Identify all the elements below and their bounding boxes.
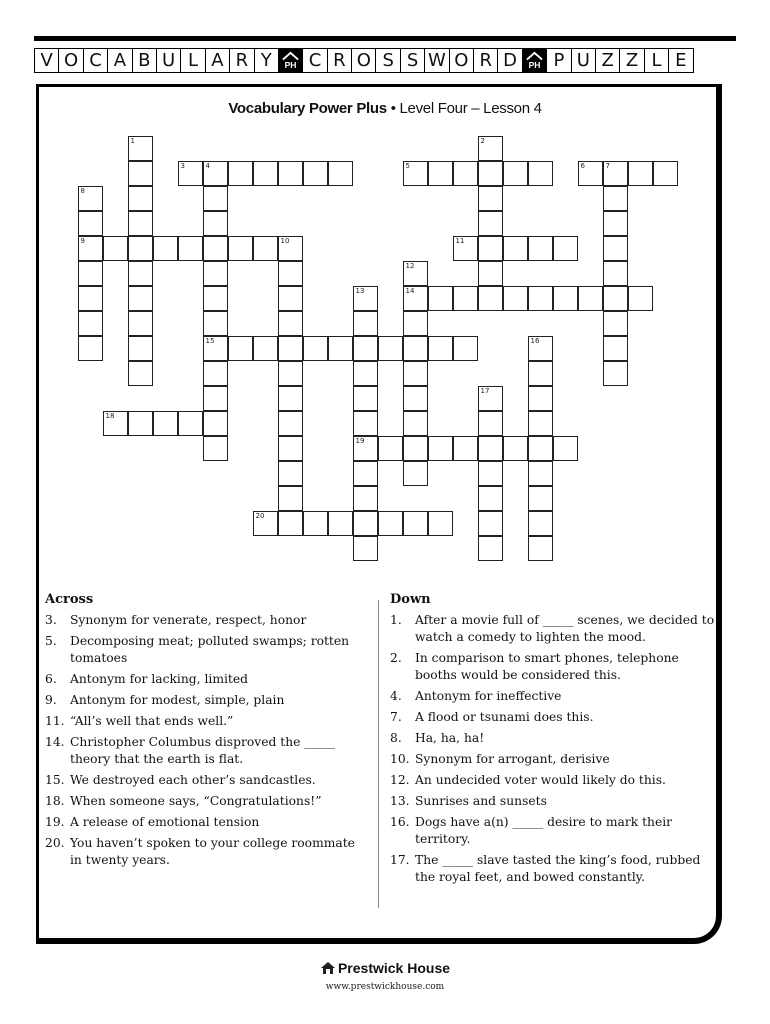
clue-text: Christopher Columbus disproved the _____ theory that the earth is flat. bbox=[70, 735, 336, 766]
grid-cell[interactable] bbox=[603, 211, 628, 236]
banner-letter: L bbox=[180, 48, 205, 73]
banner-letter: L bbox=[644, 48, 669, 73]
across-heading: Across bbox=[45, 592, 94, 607]
down-clue bbox=[390, 612, 720, 646]
clue-text: Ha, ha, ha! bbox=[415, 731, 485, 745]
grid-cell[interactable] bbox=[478, 186, 503, 211]
grid-cell[interactable] bbox=[478, 536, 503, 561]
down-clue bbox=[390, 751, 720, 768]
down-clue bbox=[390, 772, 720, 789]
grid-cell[interactable] bbox=[453, 336, 478, 361]
grid-cell[interactable] bbox=[353, 361, 378, 386]
svg-text:PH: PH bbox=[284, 60, 297, 70]
grid-cell[interactable] bbox=[403, 386, 428, 411]
grid-cell[interactable] bbox=[128, 311, 153, 336]
grid-cell[interactable] bbox=[353, 511, 378, 536]
grid-cell[interactable] bbox=[78, 211, 103, 236]
grid-cell[interactable] bbox=[178, 411, 203, 436]
down-clue bbox=[390, 709, 720, 726]
title-series: Vocabulary Power Plus bbox=[228, 100, 387, 117]
clue-text: Synonym for arrogant, derisive bbox=[415, 752, 610, 766]
title-bullet: • bbox=[390, 100, 396, 117]
grid-cell[interactable] bbox=[603, 236, 628, 261]
grid-cell[interactable] bbox=[328, 161, 353, 186]
grid-cell[interactable] bbox=[603, 311, 628, 336]
clue-number: 18. bbox=[45, 794, 65, 808]
grid-cell[interactable] bbox=[403, 261, 428, 286]
clue-text: Antonym for modest, simple, plain bbox=[70, 693, 285, 707]
grid-cell[interactable] bbox=[303, 161, 328, 186]
house-icon bbox=[320, 961, 336, 975]
grid-cell[interactable] bbox=[403, 411, 428, 436]
grid-cell[interactable] bbox=[278, 461, 303, 486]
clue-text: A release of emotional tension bbox=[70, 815, 260, 829]
grid-cell[interactable] bbox=[278, 261, 303, 286]
grid-cell[interactable] bbox=[478, 286, 503, 311]
clue-number: 2. bbox=[390, 651, 402, 665]
grid-cell[interactable] bbox=[278, 286, 303, 311]
clue-number: 20 bbox=[255, 511, 265, 520]
grid-cell[interactable] bbox=[353, 411, 378, 436]
clue-number: 18 bbox=[105, 411, 115, 420]
grid-cell[interactable] bbox=[578, 161, 603, 186]
clue-number: 13. bbox=[390, 794, 410, 808]
grid-cell[interactable] bbox=[153, 411, 178, 436]
publisher-name: Prestwick House bbox=[337, 960, 451, 976]
clue-number: 16. bbox=[390, 815, 410, 829]
clue-text: The _____ slave tasted the king’s food, rubbed the royal feet, and bowed constantly. bbox=[415, 853, 701, 884]
clue-text: A flood or tsunami does this. bbox=[415, 710, 594, 724]
clue-number: 17 bbox=[480, 386, 490, 395]
banner-letter: C bbox=[83, 48, 108, 73]
clue-number: 9. bbox=[45, 693, 57, 707]
grid-cell[interactable] bbox=[403, 286, 428, 311]
grid-cell[interactable] bbox=[353, 461, 378, 486]
grid-cell[interactable] bbox=[353, 336, 378, 361]
grid-cell[interactable] bbox=[278, 486, 303, 511]
grid-cell[interactable] bbox=[203, 286, 228, 311]
clue-number: 16 bbox=[530, 336, 540, 345]
grid-cell[interactable] bbox=[428, 336, 453, 361]
across-clue bbox=[45, 793, 370, 810]
grid-cell[interactable] bbox=[578, 286, 603, 311]
clue-text: Decomposing meat; polluted swamps; rotten tomatoes bbox=[70, 634, 350, 665]
down-clue bbox=[390, 814, 720, 848]
clue-number: 15 bbox=[205, 336, 215, 345]
grid-cell[interactable] bbox=[303, 511, 328, 536]
banner-letter: A bbox=[205, 48, 230, 73]
grid-cell[interactable] bbox=[328, 336, 353, 361]
banner-letter: O bbox=[449, 48, 474, 73]
clue-number: 19. bbox=[45, 815, 65, 829]
grid-cell[interactable] bbox=[403, 461, 428, 486]
banner-letter: A bbox=[107, 48, 132, 73]
grid-cell[interactable] bbox=[528, 236, 553, 261]
grid-cell[interactable] bbox=[78, 261, 103, 286]
grid-cell[interactable] bbox=[603, 261, 628, 286]
grid-cell[interactable] bbox=[278, 511, 303, 536]
banner-letter: Z bbox=[619, 48, 644, 73]
grid-cell[interactable] bbox=[478, 411, 503, 436]
grid-cell[interactable] bbox=[403, 336, 428, 361]
grid-cell[interactable] bbox=[228, 161, 253, 186]
clue-text: Antonym for ineffective bbox=[415, 689, 562, 703]
grid-cell[interactable] bbox=[503, 161, 528, 186]
banner-letter: O bbox=[58, 48, 83, 73]
across-clue bbox=[45, 612, 370, 629]
grid-cell[interactable] bbox=[478, 461, 503, 486]
grid-cell[interactable] bbox=[278, 386, 303, 411]
clue-text: Antonym for lacking, limited bbox=[70, 672, 249, 686]
across-clue bbox=[45, 814, 370, 831]
grid-cell[interactable] bbox=[628, 286, 653, 311]
clue-text: “All’s well that ends well.” bbox=[70, 714, 234, 728]
grid-cell[interactable] bbox=[428, 436, 453, 461]
clue-number: 12. bbox=[390, 773, 410, 787]
grid-cell[interactable] bbox=[478, 136, 503, 161]
across-clue bbox=[45, 835, 370, 869]
clue-number: 6. bbox=[45, 672, 57, 686]
grid-cell[interactable] bbox=[78, 311, 103, 336]
publisher-url: www.prestwickhouse.com bbox=[325, 982, 445, 992]
publisher-logo bbox=[0, 960, 770, 976]
grid-cell[interactable] bbox=[278, 236, 303, 261]
clue-text: You haven’t spoken to your college roommate in twenty years. bbox=[70, 836, 355, 867]
grid-cell[interactable] bbox=[403, 161, 428, 186]
across-clue bbox=[45, 692, 370, 709]
clue-number: 10. bbox=[390, 752, 410, 766]
grid-cell[interactable] bbox=[553, 236, 578, 261]
grid-cell[interactable] bbox=[528, 536, 553, 561]
banner-letter: Z bbox=[595, 48, 620, 73]
title-lesson: Level Four – Lesson 4 bbox=[399, 100, 542, 117]
down-clue bbox=[390, 852, 720, 886]
grid-cell[interactable] bbox=[603, 361, 628, 386]
across-clue bbox=[45, 633, 370, 667]
grid-cell[interactable] bbox=[603, 161, 628, 186]
grid-cell[interactable] bbox=[228, 236, 253, 261]
banner-letter: R bbox=[473, 48, 498, 73]
clue-number: 15. bbox=[45, 773, 65, 787]
grid-cell[interactable] bbox=[528, 486, 553, 511]
grid-cell[interactable] bbox=[278, 336, 303, 361]
grid-cell[interactable] bbox=[528, 436, 553, 461]
grid-cell[interactable] bbox=[128, 361, 153, 386]
grid-cell[interactable] bbox=[203, 436, 228, 461]
down-clue bbox=[390, 688, 720, 705]
grid-cell[interactable] bbox=[528, 411, 553, 436]
grid-cell[interactable] bbox=[528, 161, 553, 186]
down-clue-list bbox=[390, 612, 720, 890]
clue-text: In comparison to smart phones, telephone booths would be considered this. bbox=[415, 651, 679, 682]
grid-cell[interactable] bbox=[178, 236, 203, 261]
grid-cell[interactable] bbox=[428, 511, 453, 536]
grid-cell[interactable] bbox=[153, 236, 178, 261]
clue-number: 11 bbox=[455, 236, 465, 245]
grid-cell[interactable] bbox=[378, 511, 403, 536]
clue-number: 20. bbox=[45, 836, 65, 850]
grid-cell[interactable] bbox=[103, 411, 128, 436]
grid-cell[interactable] bbox=[228, 336, 253, 361]
grid-cell[interactable] bbox=[253, 336, 278, 361]
grid-cell[interactable] bbox=[353, 286, 378, 311]
clue-number: 14. bbox=[45, 735, 65, 749]
across-clue bbox=[45, 713, 370, 730]
banner-letter: U bbox=[571, 48, 596, 73]
grid-cell[interactable] bbox=[278, 161, 303, 186]
clue-number: 7 bbox=[605, 161, 610, 170]
grid-cell[interactable] bbox=[353, 536, 378, 561]
clue-number: 5. bbox=[45, 634, 57, 648]
banner-letter: U bbox=[156, 48, 181, 73]
grid-cell[interactable] bbox=[128, 336, 153, 361]
clue-text: After a movie full of _____ scenes, we decided to watch a comedy to lighten the mood. bbox=[415, 613, 715, 644]
grid-cell[interactable] bbox=[603, 286, 628, 311]
grid-cell[interactable] bbox=[253, 236, 278, 261]
grid-cell[interactable] bbox=[453, 436, 478, 461]
clue-number: 7. bbox=[390, 710, 402, 724]
grid-cell[interactable] bbox=[203, 161, 228, 186]
banner-letter: P bbox=[546, 48, 571, 73]
across-clue bbox=[45, 734, 370, 768]
grid-cell[interactable] bbox=[653, 161, 678, 186]
grid-cell[interactable] bbox=[328, 511, 353, 536]
banner-letter: Y bbox=[254, 48, 279, 73]
clue-number: 11. bbox=[45, 714, 65, 728]
grid-cell[interactable] bbox=[503, 236, 528, 261]
banner-letter: S bbox=[375, 48, 400, 73]
clue-number: 6 bbox=[580, 161, 585, 170]
grid-cell[interactable] bbox=[128, 286, 153, 311]
grid-cell[interactable] bbox=[478, 386, 503, 411]
grid-cell[interactable] bbox=[278, 411, 303, 436]
grid-cell[interactable] bbox=[453, 286, 478, 311]
across-clue-list bbox=[45, 612, 370, 873]
clue-number: 4 bbox=[205, 161, 210, 170]
clue-number: 8 bbox=[80, 186, 85, 195]
banner-letter: R bbox=[327, 48, 352, 73]
banner-letter: S bbox=[400, 48, 425, 73]
clue-number: 9 bbox=[80, 236, 85, 245]
grid-cell[interactable] bbox=[528, 286, 553, 311]
grid-cell[interactable] bbox=[203, 236, 228, 261]
grid-cell[interactable] bbox=[353, 486, 378, 511]
grid-cell[interactable] bbox=[278, 436, 303, 461]
grid-cell[interactable] bbox=[553, 436, 578, 461]
clue-text: Dogs have a(n) _____ desire to mark their territory. bbox=[415, 815, 673, 846]
down-clue bbox=[390, 650, 720, 684]
clue-number: 1. bbox=[390, 613, 402, 627]
grid-cell[interactable] bbox=[403, 436, 428, 461]
clue-text: Synonym for venerate, respect, honor bbox=[70, 613, 307, 627]
grid-cell[interactable] bbox=[528, 386, 553, 411]
grid-cell[interactable] bbox=[128, 161, 153, 186]
grid-cell[interactable] bbox=[203, 336, 228, 361]
across-clue bbox=[45, 671, 370, 688]
grid-cell[interactable] bbox=[353, 386, 378, 411]
clue-text: An undecided voter would likely do this. bbox=[415, 773, 666, 787]
banner-letter: E bbox=[668, 48, 693, 73]
grid-cell[interactable] bbox=[378, 336, 403, 361]
grid-cell[interactable] bbox=[353, 311, 378, 336]
banner-letter: O bbox=[351, 48, 376, 73]
grid-cell[interactable] bbox=[603, 186, 628, 211]
grid-cell[interactable] bbox=[453, 161, 478, 186]
banner-letter: C bbox=[302, 48, 327, 73]
grid-cell[interactable] bbox=[478, 161, 503, 186]
grid-cell[interactable] bbox=[128, 236, 153, 261]
clue-number: 12 bbox=[405, 261, 415, 270]
grid-cell[interactable] bbox=[203, 186, 228, 211]
down-heading: Down bbox=[390, 592, 431, 607]
clue-number: 3. bbox=[45, 613, 57, 627]
grid-cell[interactable] bbox=[453, 236, 478, 261]
grid-cell[interactable] bbox=[478, 236, 503, 261]
grid-cell[interactable] bbox=[253, 161, 278, 186]
grid-cell[interactable] bbox=[78, 186, 103, 211]
clue-text: Sunrises and sunsets bbox=[415, 794, 547, 808]
clue-number: 13 bbox=[355, 286, 365, 295]
grid-cell[interactable] bbox=[528, 511, 553, 536]
banner-letter: W bbox=[424, 48, 449, 73]
grid-cell[interactable] bbox=[253, 511, 278, 536]
grid-cell[interactable] bbox=[528, 336, 553, 361]
grid-cell[interactable] bbox=[303, 336, 328, 361]
clue-divider bbox=[378, 600, 379, 908]
grid-cell[interactable] bbox=[403, 311, 428, 336]
down-clue bbox=[390, 730, 720, 747]
grid-cell[interactable] bbox=[403, 361, 428, 386]
clue-number: 4. bbox=[390, 689, 402, 703]
clue-number: 19 bbox=[355, 436, 365, 445]
grid-cell[interactable] bbox=[503, 286, 528, 311]
grid-cell[interactable] bbox=[378, 436, 403, 461]
grid-cell[interactable] bbox=[603, 336, 628, 361]
across-clue bbox=[45, 772, 370, 789]
grid-cell[interactable] bbox=[503, 436, 528, 461]
grid-cell[interactable] bbox=[128, 136, 153, 161]
banner-letter: B bbox=[132, 48, 157, 73]
banner-letter: D bbox=[497, 48, 522, 73]
clue-number: 8. bbox=[390, 731, 402, 745]
grid-cell[interactable] bbox=[478, 211, 503, 236]
grid-cell[interactable] bbox=[478, 436, 503, 461]
svg-text:PH: PH bbox=[528, 60, 541, 70]
grid-cell[interactable] bbox=[278, 311, 303, 336]
grid-cell[interactable] bbox=[403, 511, 428, 536]
grid-cell[interactable] bbox=[128, 411, 153, 436]
grid-cell[interactable] bbox=[278, 361, 303, 386]
grid-cell[interactable] bbox=[128, 186, 153, 211]
grid-cell[interactable] bbox=[203, 411, 228, 436]
grid-cell[interactable] bbox=[128, 211, 153, 236]
grid-cell[interactable] bbox=[353, 436, 378, 461]
clue-number: 2 bbox=[480, 136, 485, 145]
grid-cell[interactable] bbox=[203, 211, 228, 236]
banner-letter: V bbox=[34, 48, 59, 73]
grid-cell[interactable] bbox=[528, 461, 553, 486]
grid-cell[interactable] bbox=[478, 511, 503, 536]
clue-number: 3 bbox=[180, 161, 185, 170]
down-clue bbox=[390, 793, 720, 810]
clue-text: When someone says, “Congratulations!” bbox=[70, 794, 322, 808]
banner-letter: R bbox=[229, 48, 254, 73]
clue-number: 1 bbox=[130, 136, 135, 145]
grid-cell[interactable] bbox=[428, 161, 453, 186]
clue-number: 5 bbox=[405, 161, 410, 170]
grid-cell[interactable] bbox=[78, 236, 103, 261]
grid-cell[interactable] bbox=[478, 261, 503, 286]
grid-cell[interactable] bbox=[203, 311, 228, 336]
grid-cell[interactable] bbox=[478, 486, 503, 511]
grid-cell[interactable] bbox=[78, 336, 103, 361]
grid-cell[interactable] bbox=[178, 161, 203, 186]
grid-cell[interactable] bbox=[203, 386, 228, 411]
grid-cell[interactable] bbox=[628, 161, 653, 186]
grid-cell[interactable] bbox=[203, 261, 228, 286]
clue-text: We destroyed each other’s sandcastles. bbox=[70, 773, 316, 787]
grid-cell[interactable] bbox=[78, 286, 103, 311]
clue-number: 10 bbox=[280, 236, 290, 245]
grid-cell[interactable] bbox=[428, 286, 453, 311]
clue-number: 14 bbox=[405, 286, 415, 295]
grid-cell[interactable] bbox=[528, 361, 553, 386]
grid-cell[interactable] bbox=[128, 261, 153, 286]
grid-cell[interactable] bbox=[553, 286, 578, 311]
clue-number: 17. bbox=[390, 853, 410, 867]
grid-cell[interactable] bbox=[103, 236, 128, 261]
grid-cell[interactable] bbox=[203, 361, 228, 386]
